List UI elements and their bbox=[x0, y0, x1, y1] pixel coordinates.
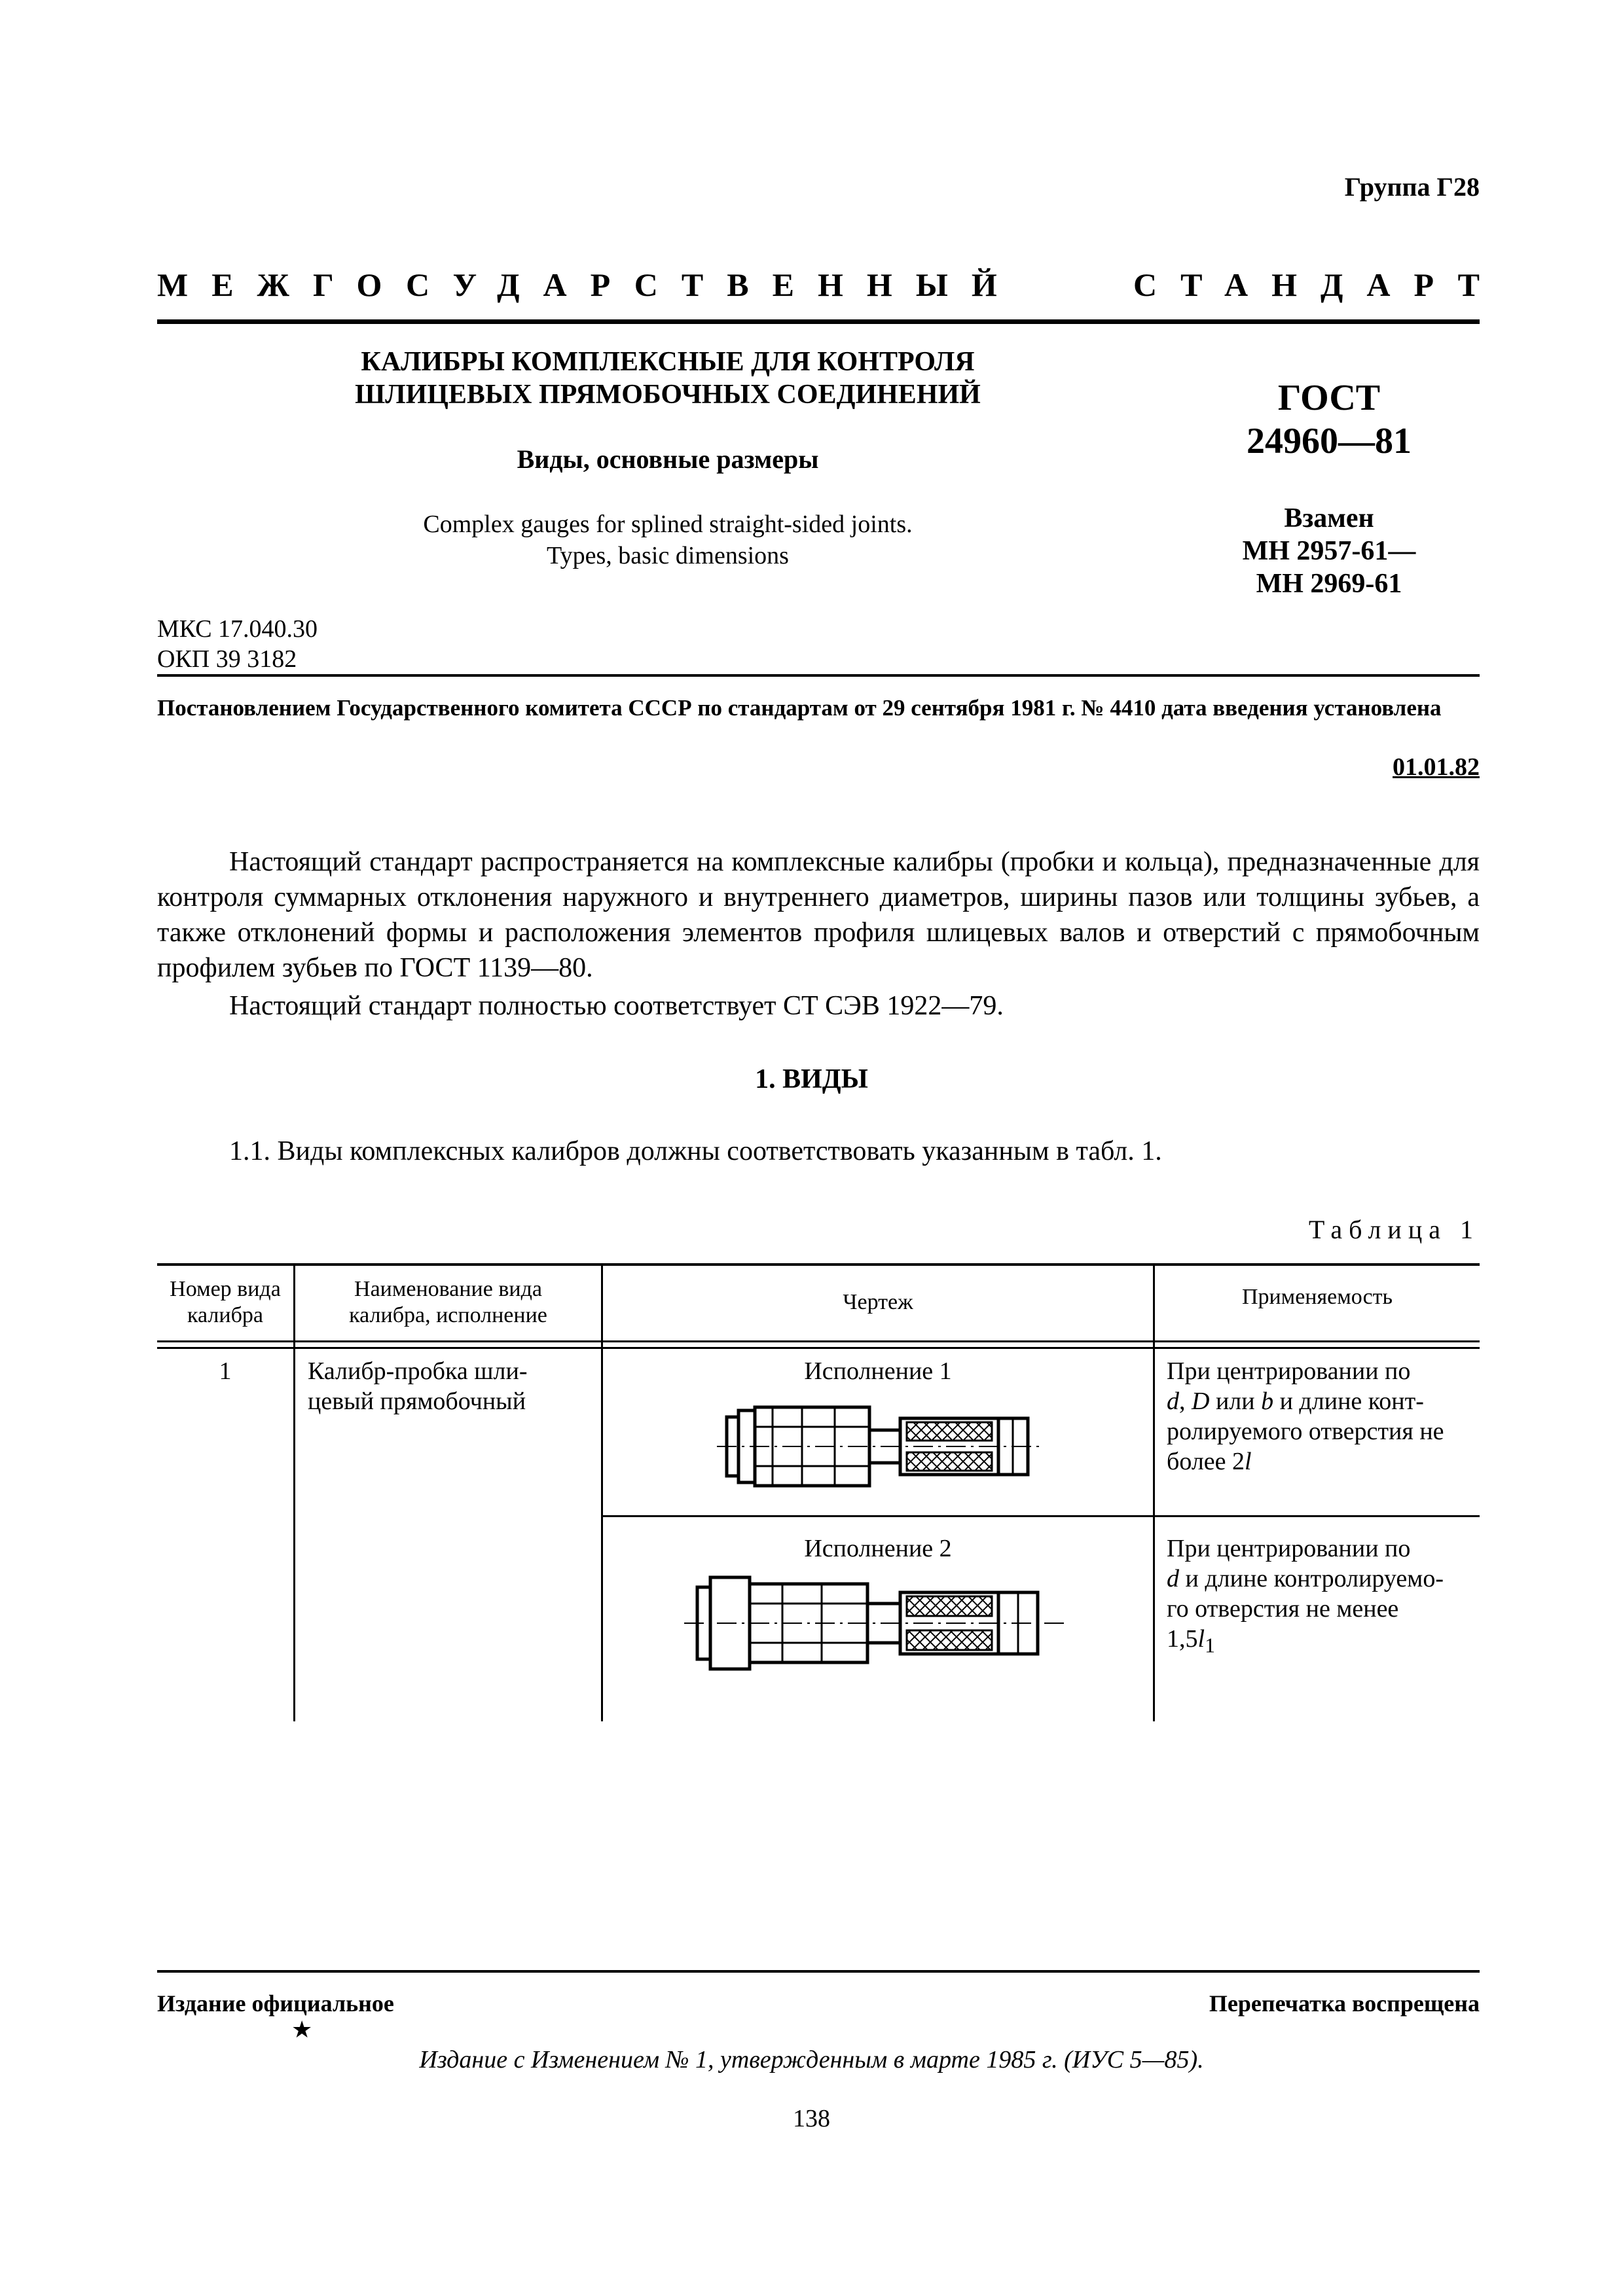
reprint-prohibited: Перепечатка воспрещена bbox=[1209, 1990, 1480, 2017]
banner-interstate: МЕЖГОСУДАРСТВЕННЫЙ bbox=[157, 266, 1021, 303]
use-2-line-1: При центрировании по bbox=[1167, 1535, 1411, 1562]
header-drawing: Чертеж bbox=[843, 1290, 913, 1314]
english-title-line-2: Types, basic dimensions bbox=[547, 542, 789, 569]
designation-block bbox=[1178, 376, 1480, 600]
use-2-line-3: го отверстия не менее bbox=[1167, 1595, 1399, 1623]
table-caption: Таблица 1 bbox=[1308, 1215, 1480, 1244]
gost-number: 24960—81 bbox=[1247, 421, 1412, 461]
gauge-drawing-variant-1 bbox=[717, 1404, 1044, 1489]
gost-label: ГОСТ bbox=[1277, 378, 1381, 418]
document-subtitle: Виды, основные размеры bbox=[517, 444, 819, 474]
compliance-paragraph: Настоящий стандарт полностью соответствует СТ СЭВ 1922—79. bbox=[229, 991, 1004, 1021]
row-type-name bbox=[308, 1356, 527, 1416]
use-1-line-4: более 2l bbox=[1167, 1448, 1252, 1475]
table-col-divider-3 bbox=[1153, 1263, 1155, 1721]
variant-2-applicability bbox=[1167, 1534, 1480, 1661]
replaces-item-2: МН 2969-61 bbox=[1256, 569, 1402, 599]
classification-codes bbox=[157, 614, 318, 674]
header-type-number-line-1: Номер вида bbox=[170, 1277, 281, 1301]
header-type-number bbox=[157, 1276, 293, 1329]
row-type-number: 1 bbox=[219, 1357, 232, 1385]
replaces-label: Взамен bbox=[1284, 503, 1374, 533]
english-title-line-1: Complex gauges for splined straight-sided joints. bbox=[423, 511, 913, 538]
page-number: 138 bbox=[793, 2105, 830, 2132]
title-block bbox=[282, 346, 1054, 571]
header-type-name-line-1: Наименование вида bbox=[354, 1277, 542, 1301]
replaces-block bbox=[1178, 502, 1480, 600]
replaces-item-1: МН 2957-61— bbox=[1242, 536, 1416, 566]
title-line-2: ШЛИЦЕВЫХ ПРЯМОБОЧНЫХ СОЕДИНЕНИЙ bbox=[355, 380, 981, 410]
use-2-line-2: d и длине контролируемо- bbox=[1167, 1565, 1444, 1592]
table-top-rule bbox=[157, 1263, 1480, 1266]
okp-code: ОКП 39 3182 bbox=[157, 645, 297, 673]
mks-code: МКС 17.040.30 bbox=[157, 615, 318, 643]
variant-1-applicability bbox=[1167, 1356, 1480, 1477]
table-variant-divider bbox=[601, 1515, 1480, 1517]
scope-paragraph: Настоящий стандарт распространяется на комплексные калибры (пробки и кольца), предназначенные для контроля суммарных отклонения наружного и внутреннего диаметров, ширины пазов или толщины зубьев, а также отклонений формы и расположения элементов профиля шлицевых валов и отверстий с прямобочным профилем зубьев по ГОСТ 1139—80. bbox=[157, 847, 1480, 983]
use-2-subscript: 1 bbox=[1205, 1634, 1215, 1657]
gauge-drawing-variant-2 bbox=[684, 1574, 1064, 1672]
star-mark: ★ bbox=[291, 2017, 313, 2043]
banner-standard: СТАНДАРТ bbox=[1133, 266, 1503, 303]
row-type-name-line-1: Калибр-пробка шли- bbox=[308, 1357, 528, 1385]
document-title bbox=[282, 346, 1054, 411]
standard-banner bbox=[157, 262, 1503, 308]
variant-1-label: Исполнение 1 bbox=[804, 1357, 952, 1385]
english-title bbox=[282, 509, 1054, 571]
table-header-rule-2 bbox=[157, 1347, 1480, 1349]
section-heading: 1. ВИДЫ bbox=[755, 1064, 868, 1094]
use-1-line-2: d, D или b и длине конт- bbox=[1167, 1388, 1424, 1415]
introduction-date: 01.01.82 bbox=[1393, 753, 1480, 781]
header-rule bbox=[157, 319, 1480, 324]
clause-1-1: 1.1. Виды комплексных калибров должны соответствовать указанным в табл. 1. bbox=[229, 1136, 1162, 1166]
header-type-name bbox=[295, 1276, 601, 1329]
header-applicability: Применяемость bbox=[1241, 1285, 1393, 1309]
codes-rule bbox=[157, 674, 1480, 677]
decree-text: Постановлением Государственного комитета СССР по стандартам от 29 сентября 1981 г. № 4410 дата введения установлена bbox=[157, 695, 1442, 721]
title-line-1: КАЛИБРЫ КОМПЛЕКСНЫЕ ДЛЯ КОНТРОЛЯ bbox=[361, 347, 975, 377]
official-edition: Издание официальное bbox=[157, 1990, 394, 2017]
use-1-line-1: При центрировании по bbox=[1167, 1357, 1411, 1385]
group-code: Группа Г28 bbox=[1344, 172, 1480, 202]
footer-rule bbox=[157, 1970, 1480, 1973]
table-header-rule-1 bbox=[157, 1340, 1480, 1342]
amendment-note: Издание с Изменением № 1, утвержденным в марте 1985 г. (ИУС 5—85). bbox=[419, 2046, 1204, 2073]
use-2-line-4: $1,5l_1$ bbox=[1167, 1625, 1215, 1657]
header-type-number-line-2: калибра bbox=[187, 1303, 263, 1327]
header-type-name-line-2: калибра, исполнение bbox=[349, 1303, 547, 1327]
table-col-divider-1 bbox=[293, 1263, 295, 1721]
use-1-line-3: ролируемого отверстия не bbox=[1167, 1418, 1444, 1445]
row-type-name-line-2: цевый прямобочный bbox=[308, 1388, 526, 1415]
table-col-divider-2 bbox=[601, 1263, 603, 1721]
variant-2-label: Исполнение 2 bbox=[804, 1535, 952, 1562]
